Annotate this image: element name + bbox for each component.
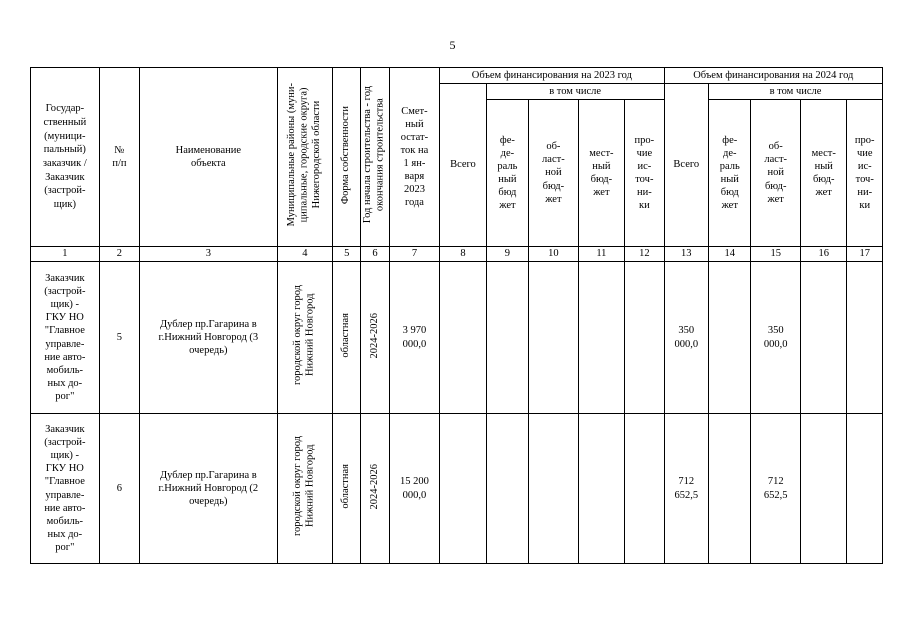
header-object-name: Наименование объекта (140, 68, 277, 247)
header-customer: Государ- ственный (муници- пальный) заказчик / Заказчик (застрой- щик) (31, 68, 100, 247)
column-number: 14 (709, 247, 751, 262)
column-number: 11 (578, 247, 624, 262)
object-name-cell: Дублер пр.Гагарина в г.Нижний Новгород (2 очередь) (140, 414, 277, 564)
page-number: 5 (449, 38, 456, 52)
column-number: 5 (333, 247, 361, 262)
remainder-cell: 15 200 000,0 (389, 414, 440, 564)
total-2023-cell (440, 414, 486, 564)
header-federal-2024: фе- де- раль ный бюд жет (709, 100, 751, 247)
column-number: 16 (800, 247, 846, 262)
header-regional-2023: об- ласт- ной бюд- жет (529, 100, 579, 247)
ownership-cell: областная (333, 414, 361, 564)
other-2024-cell (847, 262, 883, 414)
column-number: 12 (625, 247, 664, 262)
header-local-2024: мест- ный бюд- жет (800, 100, 846, 247)
column-number: 17 (847, 247, 883, 262)
header-years: Год начала строительства - год окончания строительства (361, 68, 389, 247)
remainder-cell: 3 970 000,0 (389, 262, 440, 414)
other-2023-cell (625, 414, 664, 564)
header-fin-2024: Объем финансирования на 2024 год (664, 68, 882, 84)
header-federal-2023: фе- де- раль ный бюд жет (486, 100, 528, 247)
header-total-2024: Всего (664, 84, 708, 247)
federal-2024-cell (709, 262, 751, 414)
column-number: 3 (140, 247, 277, 262)
column-number: 15 (751, 247, 801, 262)
regional-2023-cell (529, 262, 579, 414)
local-2024-cell (800, 414, 846, 564)
table-row (31, 414, 883, 564)
column-number-row (31, 247, 883, 262)
header-fin-2023: Объем финансирования на 2023 год (440, 68, 664, 84)
customer-cell: Заказчик (застрой- щик) - ГКУ НО "Главное управле- ние авто- мобиль- ных до- рог" (31, 262, 100, 414)
column-number: 6 (361, 247, 389, 262)
ownership-cell: областная (333, 262, 361, 414)
district-cell: городской округ город Нижний Новгород (277, 262, 333, 414)
header-other-2023: про- чие ис- точ- ни- ки (625, 100, 664, 247)
federal-2023-cell (486, 262, 528, 414)
column-number: 2 (99, 247, 139, 262)
total-2023-cell (440, 262, 486, 414)
column-number: 4 (277, 247, 333, 262)
column-number: 1 (31, 247, 100, 262)
regional-2024-cell: 712 652,5 (751, 414, 801, 564)
table-row (31, 262, 883, 414)
regional-2024-cell: 350 000,0 (751, 262, 801, 414)
row-number-cell: 6 (99, 414, 139, 564)
local-2024-cell (800, 262, 846, 414)
column-number: 9 (486, 247, 528, 262)
total-2024-cell: 350 000,0 (664, 262, 708, 414)
other-2024-cell (847, 414, 883, 564)
header-total-2023: Всего (440, 84, 486, 247)
customer-cell: Заказчик (застрой- щик) - ГКУ НО "Главное управле- ние авто- мобиль- ных до- рог" (31, 414, 100, 564)
header-remainder: Смет- ный остат- ток на 1 ян- варя 2023 года (389, 68, 440, 247)
local-2023-cell (578, 414, 624, 564)
row-number-cell: 5 (99, 262, 139, 414)
header-local-2023: мест- ный бюд- жет (578, 100, 624, 247)
column-number: 7 (389, 247, 440, 262)
other-2023-cell (625, 262, 664, 414)
total-2024-cell: 712 652,5 (664, 414, 708, 564)
regional-2023-cell (529, 414, 579, 564)
column-number: 10 (529, 247, 579, 262)
financing-table (30, 67, 883, 564)
local-2023-cell (578, 262, 624, 414)
header-districts: Муниципальные районы (муни- ципальные, городские округа) Нижегородской области (277, 68, 333, 247)
federal-2023-cell (486, 414, 528, 564)
header-other-2024: про- чие ис- точ- ни- ки (847, 100, 883, 247)
header-ownership: Форма собственности (333, 68, 361, 247)
years-cell: 2024-2026 (361, 414, 389, 564)
column-number: 13 (664, 247, 708, 262)
federal-2024-cell (709, 414, 751, 564)
header-including-2023: в том числе (486, 84, 664, 100)
header-regional-2024: об- ласт- ной бюд- жет (751, 100, 801, 247)
years-cell: 2024-2026 (361, 262, 389, 414)
column-number: 8 (440, 247, 486, 262)
header-including-2024: в том числе (709, 84, 883, 100)
header-num: № п/п (99, 68, 139, 247)
object-name-cell: Дублер пр.Гагарина в г.Нижний Новгород (3 очередь) (140, 262, 277, 414)
district-cell: городской округ город Нижний Новгород (277, 414, 333, 564)
